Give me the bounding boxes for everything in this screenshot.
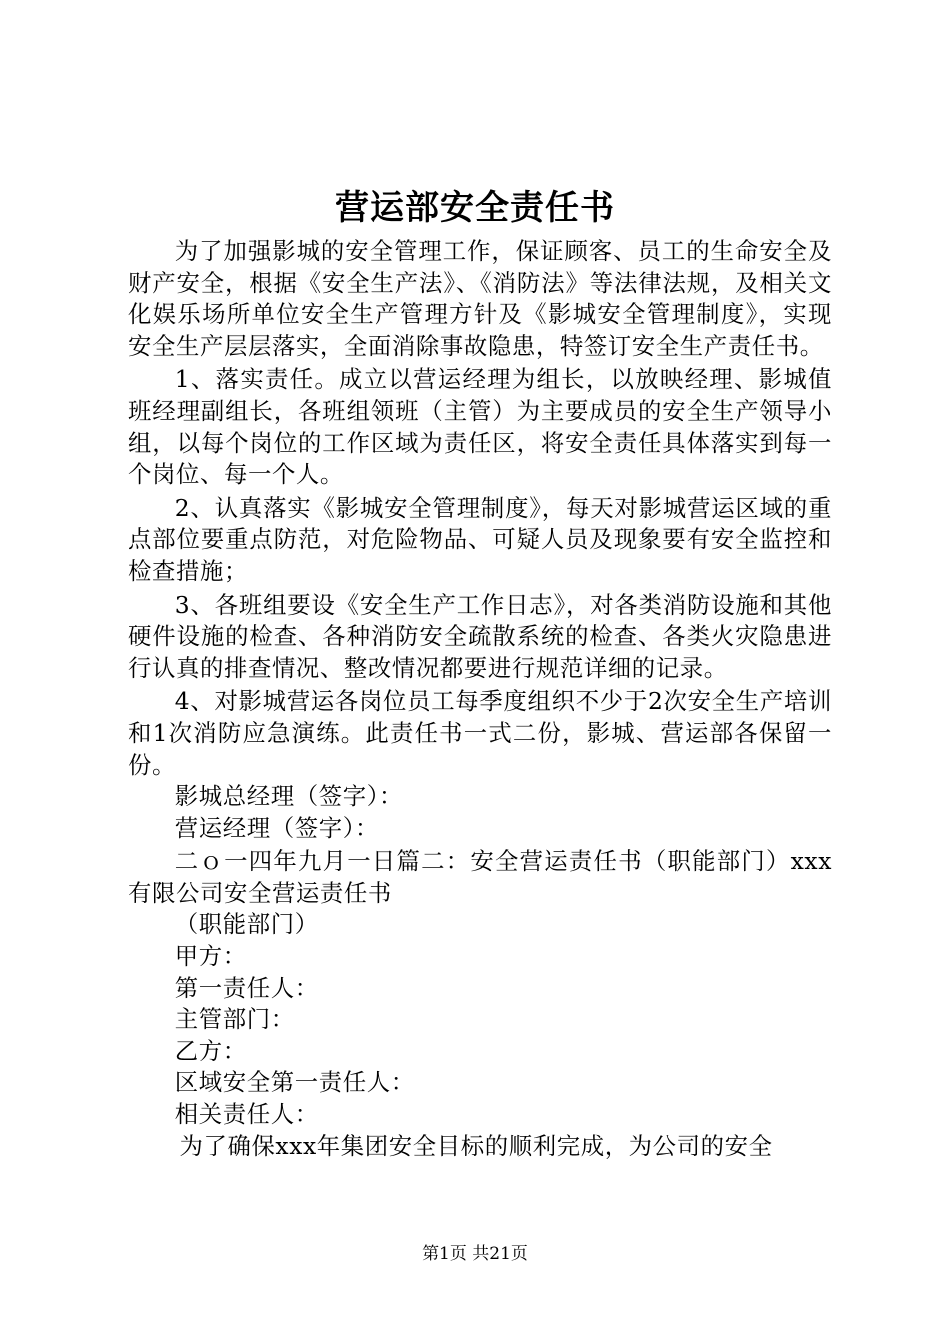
- signature-line-operations-manager: 营运经理（签字）：: [174, 813, 380, 842]
- field-line-first-responsible: 第一责任人：: [174, 973, 319, 1002]
- date-paragraph: 二ｏ一四年九月一日篇二：安全营运责任书（职能部门）xxx有限公司安全营运责任书: [128, 847, 832, 907]
- document-title: 营运部安全责任书: [335, 188, 615, 228]
- field-line-related-responsible: 相关责任人：: [174, 1100, 319, 1129]
- closing-line: 为了确保xxx年集团安全目标的顺利完成，为公司的安全: [179, 1131, 773, 1160]
- clause-2-paragraph: 2、认真落实《影城安全管理制度》，每天对影城营运区域的重点部位要重点防范，对危险物品、可疑人员及现象要有安全监控和检查措施；: [128, 493, 832, 585]
- field-line-party-a: 甲方：: [174, 942, 247, 971]
- signature-line-general-manager: 影城总经理（签字）：: [174, 782, 404, 811]
- clause-4-paragraph: 4、对影城营运各岗位员工每季度组织不少于2次安全生产培训和1次消防应急演练。此责任书一式二份，影城、营运部各保留一份。: [128, 687, 832, 779]
- intro-paragraph: 为了加强影城的安全管理工作，保证顾客、员工的生命安全及财产安全，根据《安全生产法》、《消防法》等法律法规，及相关文化娱乐场所单位安全生产管理方针及《影城安全管理制度》，实现安全生产层层落实，全面消除事故隐患，特签订安全生产责任书。: [128, 237, 832, 360]
- field-line-supervising-dept: 主管部门：: [174, 1005, 295, 1034]
- document-body: [128, 236, 832, 1162]
- clause-1-paragraph: 1、落实责任。成立以营运经理为组长，以放映经理、影城值班经理副组长，各班组领班（主管）为主要成员的安全生产领导小组，以每个岗位的工作区域为责任区，将安全责任具体落实到每一个岗位、每一个人。: [128, 365, 832, 489]
- page-footer: 第1页 共21页: [422, 1244, 528, 1264]
- field-line-area-responsible: 区域安全第一责任人：: [174, 1068, 415, 1097]
- field-line-department: （职能部门）: [174, 910, 319, 939]
- field-line-party-b: 乙方：: [174, 1036, 247, 1065]
- clause-3-paragraph: 3、各班组要设《安全生产工作日志》，对各类消防设施和其他硬件设施的检查、各种消防安全疏散系统的检查、各类火灾隐患进行认真的排查情况、整改情况都要进行规范详细的记录。: [128, 590, 832, 682]
